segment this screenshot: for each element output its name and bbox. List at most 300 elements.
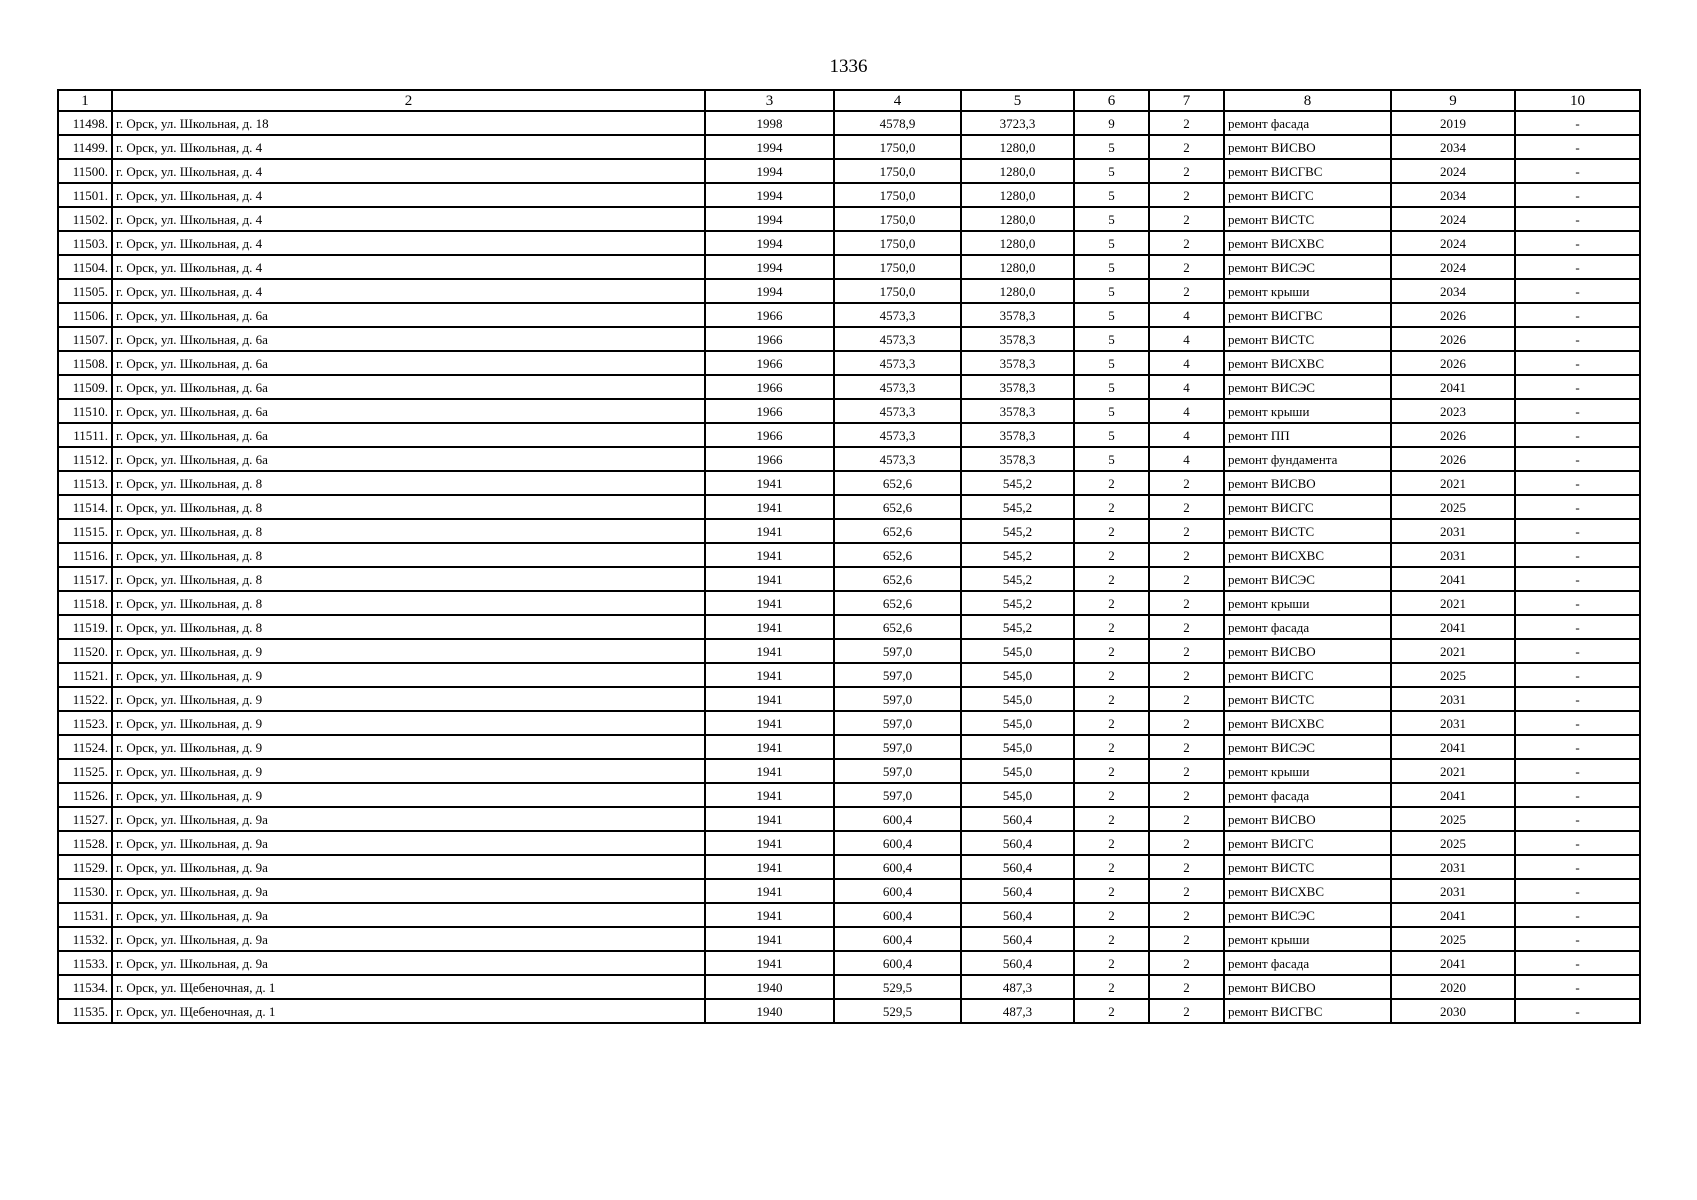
entrances-cell: 2: [1149, 615, 1224, 639]
address-cell: г. Орск, ул. Школьная, д. 4: [112, 159, 705, 183]
address-cell: г. Орск, ул. Школьная, д. 4: [112, 255, 705, 279]
column-header: 4: [834, 90, 961, 111]
table-row: [58, 279, 1640, 303]
work-type-cell: ремонт ВИСВО: [1224, 135, 1391, 159]
table-row: [58, 519, 1640, 543]
address-cell: г. Орск, ул. Школьная, д. 9а: [112, 951, 705, 975]
year-built-cell: 1966: [705, 399, 834, 423]
address-cell: г. Орск, ул. Школьная, д. 6а: [112, 375, 705, 399]
living-area-cell: 545,0: [961, 711, 1074, 735]
note-cell: -: [1515, 567, 1640, 591]
column-header: 1: [58, 90, 112, 111]
table-row: [58, 303, 1640, 327]
year-built-cell: 1994: [705, 231, 834, 255]
year-built-cell: 1994: [705, 135, 834, 159]
table-row: [58, 711, 1640, 735]
planned-year-cell: 2034: [1391, 183, 1515, 207]
year-built-cell: 1941: [705, 519, 834, 543]
planned-year-cell: 2025: [1391, 663, 1515, 687]
floors-cell: 2: [1074, 951, 1149, 975]
address-cell: г. Орск, ул. Школьная, д. 8: [112, 471, 705, 495]
entrances-cell: 2: [1149, 255, 1224, 279]
entrances-cell: 2: [1149, 135, 1224, 159]
address-cell: г. Орск, ул. Школьная, д. 6а: [112, 399, 705, 423]
note-cell: -: [1515, 303, 1640, 327]
floors-cell: 2: [1074, 735, 1149, 759]
work-type-cell: ремонт крыши: [1224, 279, 1391, 303]
planned-year-cell: 2020: [1391, 975, 1515, 999]
planned-year-cell: 2034: [1391, 279, 1515, 303]
year-built-cell: 1940: [705, 975, 834, 999]
work-type-cell: ремонт ВИСГВС: [1224, 999, 1391, 1023]
year-built-cell: 1941: [705, 711, 834, 735]
living-area-cell: 545,2: [961, 471, 1074, 495]
year-built-cell: 1966: [705, 423, 834, 447]
note-cell: -: [1515, 183, 1640, 207]
table-row: [58, 447, 1640, 471]
address-cell: г. Орск, ул. Школьная, д. 6а: [112, 351, 705, 375]
address-cell: г. Орск, ул. Школьная, д. 9: [112, 783, 705, 807]
note-cell: -: [1515, 327, 1640, 351]
entrances-cell: 2: [1149, 999, 1224, 1023]
address-cell: г. Орск, ул. Школьная, д. 6а: [112, 447, 705, 471]
note-cell: -: [1515, 831, 1640, 855]
floors-cell: 5: [1074, 447, 1149, 471]
total-area-cell: 652,6: [834, 591, 961, 615]
year-built-cell: 1994: [705, 279, 834, 303]
floors-cell: 5: [1074, 231, 1149, 255]
year-built-cell: 1966: [705, 303, 834, 327]
row-number: 11512.: [58, 447, 112, 471]
work-type-cell: ремонт ВИСГС: [1224, 663, 1391, 687]
entrances-cell: 2: [1149, 471, 1224, 495]
note-cell: -: [1515, 639, 1640, 663]
row-number: 11533.: [58, 951, 112, 975]
note-cell: -: [1515, 591, 1640, 615]
work-type-cell: ремонт ВИСТС: [1224, 855, 1391, 879]
total-area-cell: 597,0: [834, 639, 961, 663]
living-area-cell: 3578,3: [961, 423, 1074, 447]
row-number: 11507.: [58, 327, 112, 351]
entrances-cell: 2: [1149, 519, 1224, 543]
living-area-cell: 545,2: [961, 567, 1074, 591]
floors-cell: 2: [1074, 591, 1149, 615]
entrances-cell: 2: [1149, 543, 1224, 567]
table-row: [58, 399, 1640, 423]
work-type-cell: ремонт крыши: [1224, 591, 1391, 615]
note-cell: -: [1515, 399, 1640, 423]
living-area-cell: 487,3: [961, 999, 1074, 1023]
row-number: 11505.: [58, 279, 112, 303]
total-area-cell: 4573,3: [834, 351, 961, 375]
note-cell: -: [1515, 375, 1640, 399]
floors-cell: 5: [1074, 423, 1149, 447]
total-area-cell: 4573,3: [834, 399, 961, 423]
entrances-cell: 2: [1149, 735, 1224, 759]
planned-year-cell: 2021: [1391, 471, 1515, 495]
year-built-cell: 1941: [705, 735, 834, 759]
floors-cell: 2: [1074, 543, 1149, 567]
row-number: 11502.: [58, 207, 112, 231]
planned-year-cell: 2026: [1391, 423, 1515, 447]
work-type-cell: ремонт ВИСВО: [1224, 639, 1391, 663]
living-area-cell: 560,4: [961, 831, 1074, 855]
year-built-cell: 1966: [705, 327, 834, 351]
work-type-cell: ремонт фасада: [1224, 111, 1391, 135]
living-area-cell: 545,2: [961, 519, 1074, 543]
work-type-cell: ремонт ВИСГВС: [1224, 159, 1391, 183]
work-type-cell: ремонт ВИСТС: [1224, 207, 1391, 231]
address-cell: г. Орск, ул. Школьная, д. 9а: [112, 831, 705, 855]
living-area-cell: 3723,3: [961, 111, 1074, 135]
work-type-cell: ремонт ПП: [1224, 423, 1391, 447]
entrances-cell: 2: [1149, 207, 1224, 231]
year-built-cell: 1941: [705, 687, 834, 711]
table-row: [58, 423, 1640, 447]
row-number: 11520.: [58, 639, 112, 663]
planned-year-cell: 2019: [1391, 111, 1515, 135]
living-area-cell: 545,0: [961, 735, 1074, 759]
year-built-cell: 1941: [705, 855, 834, 879]
address-cell: г. Орск, ул. Школьная, д. 9: [112, 735, 705, 759]
table-row: [58, 471, 1640, 495]
row-number: 11514.: [58, 495, 112, 519]
note-cell: -: [1515, 951, 1640, 975]
living-area-cell: 560,4: [961, 927, 1074, 951]
floors-cell: 5: [1074, 183, 1149, 207]
living-area-cell: 560,4: [961, 807, 1074, 831]
note-cell: -: [1515, 207, 1640, 231]
address-cell: г. Орск, ул. Школьная, д. 8: [112, 519, 705, 543]
entrances-cell: 2: [1149, 159, 1224, 183]
row-number: 11510.: [58, 399, 112, 423]
floors-cell: 5: [1074, 279, 1149, 303]
row-number: 11522.: [58, 687, 112, 711]
year-built-cell: 1941: [705, 831, 834, 855]
address-cell: г. Орск, ул. Щебеночная, д. 1: [112, 975, 705, 999]
year-built-cell: 1941: [705, 471, 834, 495]
note-cell: -: [1515, 999, 1640, 1023]
row-number: 11519.: [58, 615, 112, 639]
note-cell: -: [1515, 783, 1640, 807]
floors-cell: 5: [1074, 303, 1149, 327]
entrances-cell: 2: [1149, 711, 1224, 735]
row-number: 11526.: [58, 783, 112, 807]
floors-cell: 2: [1074, 927, 1149, 951]
floors-cell: 5: [1074, 327, 1149, 351]
entrances-cell: 2: [1149, 759, 1224, 783]
work-type-cell: ремонт ВИСГС: [1224, 495, 1391, 519]
planned-year-cell: 2031: [1391, 687, 1515, 711]
table-row: [58, 495, 1640, 519]
year-built-cell: 1941: [705, 495, 834, 519]
year-built-cell: 1941: [705, 927, 834, 951]
table-row: [58, 759, 1640, 783]
floors-cell: 5: [1074, 351, 1149, 375]
address-cell: г. Орск, ул. Школьная, д. 9а: [112, 903, 705, 927]
column-header: 8: [1224, 90, 1391, 111]
page-number: 1336: [829, 56, 868, 77]
note-cell: -: [1515, 759, 1640, 783]
note-cell: -: [1515, 879, 1640, 903]
table-row: [58, 591, 1640, 615]
planned-year-cell: 2031: [1391, 543, 1515, 567]
table-row: [58, 543, 1640, 567]
note-cell: -: [1515, 519, 1640, 543]
planned-year-cell: 2026: [1391, 303, 1515, 327]
table-row: [58, 903, 1640, 927]
address-cell: г. Орск, ул. Школьная, д. 4: [112, 183, 705, 207]
floors-cell: 2: [1074, 831, 1149, 855]
planned-year-cell: 2025: [1391, 495, 1515, 519]
year-built-cell: 1941: [705, 591, 834, 615]
planned-year-cell: 2030: [1391, 999, 1515, 1023]
planned-year-cell: 2041: [1391, 951, 1515, 975]
planned-year-cell: 2041: [1391, 783, 1515, 807]
living-area-cell: 487,3: [961, 975, 1074, 999]
total-area-cell: 4573,3: [834, 447, 961, 471]
floors-cell: 2: [1074, 903, 1149, 927]
year-built-cell: 1998: [705, 111, 834, 135]
planned-year-cell: 2023: [1391, 399, 1515, 423]
living-area-cell: 3578,3: [961, 303, 1074, 327]
note-cell: -: [1515, 975, 1640, 999]
total-area-cell: 597,0: [834, 735, 961, 759]
total-area-cell: 1750,0: [834, 183, 961, 207]
total-area-cell: 600,4: [834, 927, 961, 951]
floors-cell: 2: [1074, 663, 1149, 687]
table-row: [58, 687, 1640, 711]
entrances-cell: 2: [1149, 567, 1224, 591]
address-cell: г. Орск, ул. Школьная, д. 9: [112, 687, 705, 711]
entrances-cell: 2: [1149, 927, 1224, 951]
row-number: 11498.: [58, 111, 112, 135]
planned-year-cell: 2025: [1391, 807, 1515, 831]
total-area-cell: 652,6: [834, 615, 961, 639]
note-cell: -: [1515, 615, 1640, 639]
living-area-cell: 560,4: [961, 879, 1074, 903]
floors-cell: 2: [1074, 975, 1149, 999]
entrances-cell: 2: [1149, 831, 1224, 855]
planned-year-cell: 2026: [1391, 351, 1515, 375]
planned-year-cell: 2024: [1391, 255, 1515, 279]
note-cell: -: [1515, 903, 1640, 927]
floors-cell: 2: [1074, 495, 1149, 519]
row-number: 11501.: [58, 183, 112, 207]
entrances-cell: 2: [1149, 663, 1224, 687]
work-type-cell: ремонт ВИСГВС: [1224, 303, 1391, 327]
year-built-cell: 1941: [705, 903, 834, 927]
floors-cell: 2: [1074, 519, 1149, 543]
total-area-cell: 4573,3: [834, 423, 961, 447]
living-area-cell: 3578,3: [961, 327, 1074, 351]
table-row: [58, 975, 1640, 999]
work-type-cell: ремонт крыши: [1224, 399, 1391, 423]
table-header-row: [58, 90, 1640, 111]
entrances-cell: 4: [1149, 447, 1224, 471]
row-number: 11516.: [58, 543, 112, 567]
year-built-cell: 1994: [705, 159, 834, 183]
table-row: [58, 831, 1640, 855]
column-header: 7: [1149, 90, 1224, 111]
table-row: [58, 855, 1640, 879]
total-area-cell: 600,4: [834, 855, 961, 879]
row-number: 11528.: [58, 831, 112, 855]
total-area-cell: 529,5: [834, 975, 961, 999]
year-built-cell: 1941: [705, 951, 834, 975]
row-number: 11499.: [58, 135, 112, 159]
year-built-cell: 1941: [705, 567, 834, 591]
work-type-cell: ремонт крыши: [1224, 759, 1391, 783]
living-area-cell: 560,4: [961, 903, 1074, 927]
entrances-cell: 2: [1149, 639, 1224, 663]
floors-cell: 5: [1074, 399, 1149, 423]
entrances-cell: 2: [1149, 951, 1224, 975]
table-row: [58, 663, 1640, 687]
work-type-cell: ремонт фасада: [1224, 951, 1391, 975]
year-built-cell: 1941: [705, 615, 834, 639]
row-number: 11506.: [58, 303, 112, 327]
living-area-cell: 1280,0: [961, 279, 1074, 303]
planned-year-cell: 2041: [1391, 735, 1515, 759]
work-type-cell: ремонт ВИСЭС: [1224, 375, 1391, 399]
planned-year-cell: 2026: [1391, 447, 1515, 471]
living-area-cell: 1280,0: [961, 255, 1074, 279]
row-number: 11525.: [58, 759, 112, 783]
row-number: 11515.: [58, 519, 112, 543]
note-cell: -: [1515, 135, 1640, 159]
floors-cell: 2: [1074, 639, 1149, 663]
address-cell: г. Орск, ул. Школьная, д. 8: [112, 567, 705, 591]
column-header: 5: [961, 90, 1074, 111]
floors-cell: 5: [1074, 375, 1149, 399]
living-area-cell: 1280,0: [961, 159, 1074, 183]
total-area-cell: 4578,9: [834, 111, 961, 135]
address-cell: г. Орск, ул. Школьная, д. 4: [112, 207, 705, 231]
planned-year-cell: 2031: [1391, 711, 1515, 735]
column-header: 9: [1391, 90, 1515, 111]
year-built-cell: 1966: [705, 351, 834, 375]
row-number: 11524.: [58, 735, 112, 759]
planned-year-cell: 2041: [1391, 567, 1515, 591]
row-number: 11503.: [58, 231, 112, 255]
note-cell: -: [1515, 279, 1640, 303]
row-number: 11523.: [58, 711, 112, 735]
table-row: [58, 327, 1640, 351]
row-number: 11511.: [58, 423, 112, 447]
year-built-cell: 1994: [705, 183, 834, 207]
note-cell: -: [1515, 807, 1640, 831]
work-type-cell: ремонт ВИСХВС: [1224, 711, 1391, 735]
entrances-cell: 4: [1149, 375, 1224, 399]
total-area-cell: 652,6: [834, 543, 961, 567]
address-cell: г. Орск, ул. Школьная, д. 4: [112, 231, 705, 255]
column-header: 10: [1515, 90, 1640, 111]
planned-year-cell: 2031: [1391, 879, 1515, 903]
table-row: [58, 567, 1640, 591]
row-number: 11527.: [58, 807, 112, 831]
note-cell: -: [1515, 927, 1640, 951]
floors-cell: 2: [1074, 783, 1149, 807]
living-area-cell: 1280,0: [961, 135, 1074, 159]
planned-year-cell: 2024: [1391, 231, 1515, 255]
note-cell: -: [1515, 231, 1640, 255]
row-number: 11531.: [58, 903, 112, 927]
planned-year-cell: 2025: [1391, 927, 1515, 951]
planned-year-cell: 2021: [1391, 639, 1515, 663]
planned-year-cell: 2021: [1391, 759, 1515, 783]
living-area-cell: 3578,3: [961, 351, 1074, 375]
living-area-cell: 545,2: [961, 495, 1074, 519]
total-area-cell: 600,4: [834, 831, 961, 855]
year-built-cell: 1941: [705, 663, 834, 687]
work-type-cell: ремонт ВИСГС: [1224, 183, 1391, 207]
work-type-cell: ремонт ВИСТС: [1224, 687, 1391, 711]
total-area-cell: 529,5: [834, 999, 961, 1023]
living-area-cell: 3578,3: [961, 399, 1074, 423]
total-area-cell: 4573,3: [834, 303, 961, 327]
entrances-cell: 2: [1149, 903, 1224, 927]
entrances-cell: 4: [1149, 399, 1224, 423]
total-area-cell: 1750,0: [834, 135, 961, 159]
floors-cell: 2: [1074, 471, 1149, 495]
work-type-cell: ремонт фундамента: [1224, 447, 1391, 471]
planned-year-cell: 2024: [1391, 159, 1515, 183]
planned-year-cell: 2021: [1391, 591, 1515, 615]
column-header: 2: [112, 90, 705, 111]
floors-cell: 2: [1074, 807, 1149, 831]
address-cell: г. Орск, ул. Школьная, д. 9: [112, 711, 705, 735]
year-built-cell: 1941: [705, 783, 834, 807]
row-number: 11508.: [58, 351, 112, 375]
table-row: [58, 207, 1640, 231]
work-type-cell: ремонт ВИСГС: [1224, 831, 1391, 855]
total-area-cell: 597,0: [834, 687, 961, 711]
work-type-cell: ремонт ВИСХВС: [1224, 351, 1391, 375]
living-area-cell: 3578,3: [961, 375, 1074, 399]
row-number: 11504.: [58, 255, 112, 279]
address-cell: г. Орск, ул. Школьная, д. 8: [112, 591, 705, 615]
living-area-cell: 1280,0: [961, 183, 1074, 207]
total-area-cell: 4573,3: [834, 375, 961, 399]
note-cell: -: [1515, 471, 1640, 495]
entrances-cell: 2: [1149, 183, 1224, 207]
note-cell: -: [1515, 735, 1640, 759]
entrances-cell: 2: [1149, 231, 1224, 255]
total-area-cell: 600,4: [834, 879, 961, 903]
total-area-cell: 597,0: [834, 783, 961, 807]
note-cell: -: [1515, 711, 1640, 735]
living-area-cell: 560,4: [961, 951, 1074, 975]
living-area-cell: 3578,3: [961, 447, 1074, 471]
planned-year-cell: 2024: [1391, 207, 1515, 231]
year-built-cell: 1941: [705, 639, 834, 663]
floors-cell: 5: [1074, 135, 1149, 159]
year-built-cell: 1994: [705, 255, 834, 279]
entrances-cell: 2: [1149, 111, 1224, 135]
address-cell: г. Орск, ул. Школьная, д. 9: [112, 663, 705, 687]
year-built-cell: 1941: [705, 807, 834, 831]
living-area-cell: 545,0: [961, 663, 1074, 687]
living-area-cell: 545,2: [961, 615, 1074, 639]
floors-cell: 2: [1074, 567, 1149, 591]
floors-cell: 5: [1074, 255, 1149, 279]
floors-cell: 5: [1074, 159, 1149, 183]
address-cell: г. Орск, ул. Школьная, д. 9а: [112, 855, 705, 879]
entrances-cell: 4: [1149, 327, 1224, 351]
work-type-cell: ремонт ВИСВО: [1224, 471, 1391, 495]
planned-year-cell: 2026: [1391, 327, 1515, 351]
